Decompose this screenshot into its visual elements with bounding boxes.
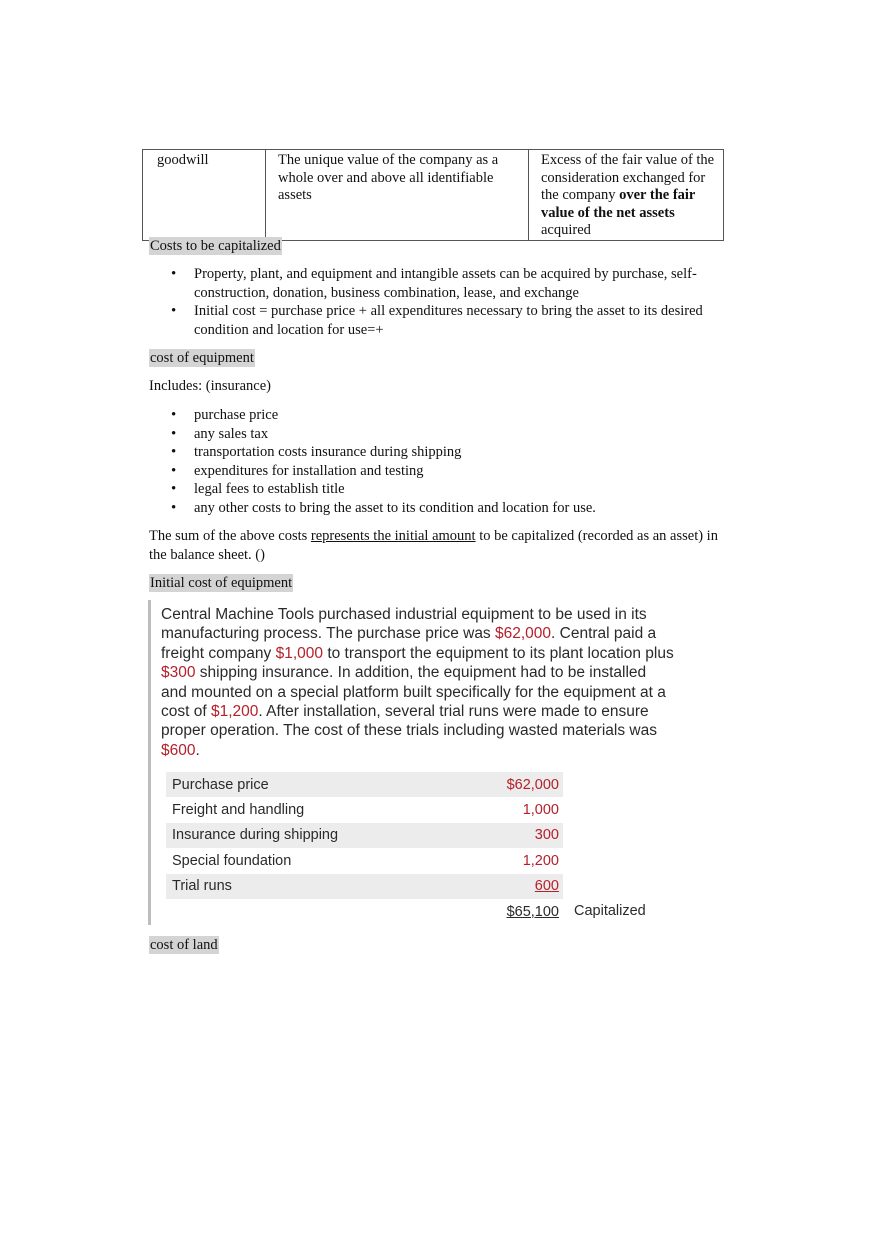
- list-item: • any sales tax: [149, 425, 729, 444]
- table-row: [166, 797, 563, 822]
- row-label: Freight and handling: [172, 802, 305, 819]
- list-item: • purchase price: [149, 406, 729, 425]
- table-row-total: [166, 899, 563, 924]
- cost-of-land-heading: [149, 936, 219, 954]
- section-heading: Costs to be capitalized: [150, 238, 281, 254]
- costs-capitalized-heading: [149, 237, 282, 255]
- summary-text: The sum of the above costs: [149, 528, 311, 544]
- example-amount: $1,000: [275, 644, 324, 662]
- cost-of-equipment-heading: [149, 349, 255, 367]
- row-value: 600: [500, 874, 563, 899]
- summary-underlined-text: represents the initial amount: [310, 528, 476, 544]
- row-label: Insurance during shipping: [166, 823, 500, 848]
- example-amount: $1,200: [210, 703, 259, 721]
- row-label: Special foundation: [172, 852, 292, 869]
- list-item: • expenditures for installation and testing: [149, 462, 729, 481]
- table-row: [166, 772, 563, 797]
- total-value: $65,100: [506, 903, 559, 920]
- list-item: • Initial cost = purchase price + all expenditures necessary to bring the asset to its desired condition and location for use=+: [149, 302, 729, 339]
- example-text-part: . After installation, several trial runs were made to ensure proper operation. The cost of these trials including wasted materials was: [161, 703, 657, 740]
- list-item: • Property, plant, and equipment and intangible assets can be acquired by purchase, self-construction, donation, business combination, lease, and exchange: [149, 265, 729, 302]
- example-text-part: . Central paid a freight company: [161, 625, 657, 662]
- summary-text-end: to be capitalized (recorded as an asset) in the balance sheet. (): [149, 528, 718, 563]
- example-amount: $62,000: [495, 625, 552, 643]
- includes-text: Includes: (insurance): [149, 378, 271, 394]
- section-heading: Initial cost of equipment: [150, 575, 293, 591]
- goodwill-term-cell: goodwill: [143, 150, 266, 241]
- capitalized-note: Capitalized: [574, 903, 646, 919]
- table-row: [166, 874, 563, 899]
- list-item: • legal fees to establish title: [149, 480, 729, 499]
- measurement-text-end: acquired: [541, 222, 591, 238]
- table-row: [166, 848, 563, 873]
- cost-table: [166, 772, 563, 924]
- example-figure: [148, 600, 683, 925]
- table-row: [143, 150, 724, 241]
- measurement-text: Excess of the fair value of the consideration exchanged for the company: [541, 152, 715, 203]
- goodwill-measurement-cell: [529, 150, 724, 241]
- row-value: 1,000: [522, 802, 559, 819]
- example-text-part: Central Machine Tools purchased industrial equipment to be used in its manufacturing process. The purchase price was: [161, 606, 647, 643]
- summary-paragraph: [149, 527, 729, 564]
- row-value: $62,000: [500, 772, 563, 797]
- example-text: [161, 605, 676, 760]
- measurement-bold-text: over the fair value of the net assets: [541, 187, 696, 221]
- goodwill-table: [142, 149, 724, 241]
- example-text-part: shipping insurance. In addition, the equipment had to be installed and mounted on a special platform built specifically for the equipment at a cost of: [161, 664, 666, 721]
- costs-capitalized-list: [149, 265, 729, 339]
- row-label-empty: [166, 899, 500, 924]
- list-item: • transportation costs insurance during shipping: [149, 443, 729, 462]
- equipment-cost-list: [149, 406, 729, 517]
- list-item: • any other costs to bring the asset to its condition and location for use.: [149, 499, 729, 518]
- row-value: 1,200: [522, 852, 559, 869]
- example-text-part: to transport the equipment to its plant location plus: [323, 644, 674, 662]
- section-heading: cost of land: [150, 937, 218, 953]
- goodwill-definition-cell: The unique value of the company as a whole over and above all identifiable assets: [266, 150, 529, 241]
- row-label: Purchase price: [166, 772, 500, 797]
- row-label: Trial runs: [166, 874, 500, 899]
- example-text-part: .: [195, 741, 200, 759]
- example-amount: $600: [161, 741, 196, 759]
- section-heading: cost of equipment: [150, 350, 254, 366]
- initial-cost-heading: [149, 574, 293, 592]
- table-row: [166, 823, 563, 848]
- row-value: 300: [500, 823, 563, 848]
- example-amount: $300: [161, 664, 196, 682]
